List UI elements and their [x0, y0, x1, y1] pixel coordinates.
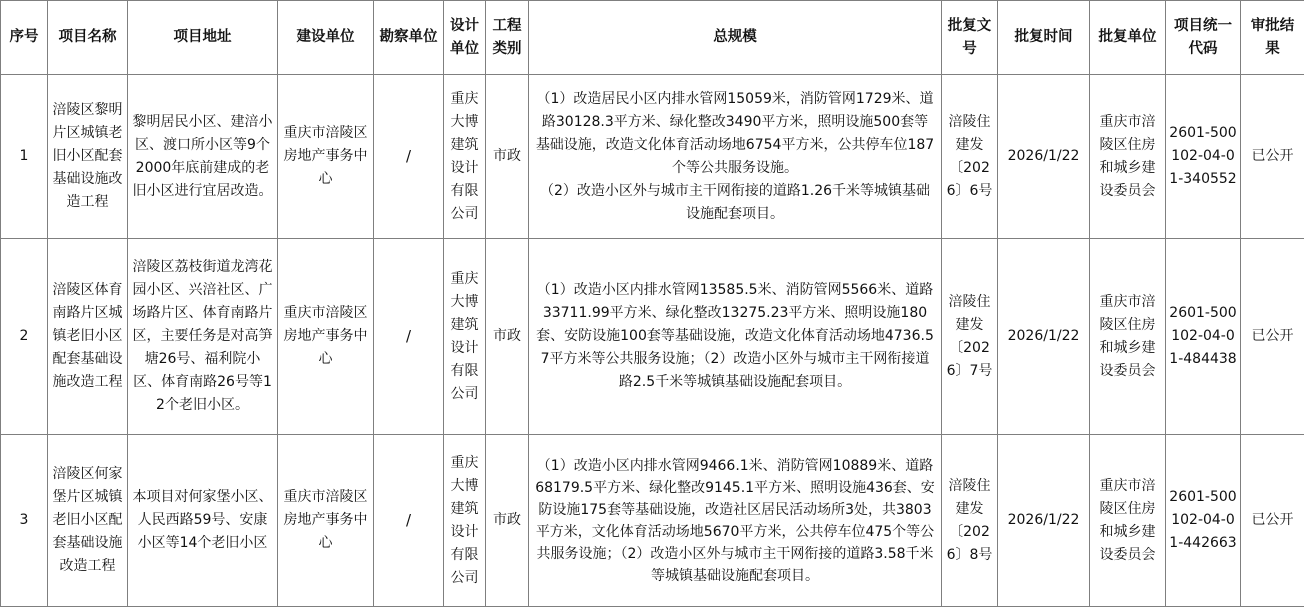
header-scale: 总规模	[529, 1, 942, 75]
cell-approval-unit: 重庆市涪陵区住房和城乡建设委员会	[1090, 435, 1166, 607]
header-project-address: 项目地址	[128, 1, 278, 75]
table-row	[1, 435, 1304, 607]
cell-project-address: 涪陵区荔枝街道龙湾花园小区、兴涪社区、广场路片区、体育南路片区，主要任务是对高笋塘26号、福利院小区、体育南路26号等12个老旧小区。	[128, 239, 278, 435]
cell-project-code: 2601-500102-04-01-442663	[1166, 435, 1241, 607]
cell-approval-doc: 涪陵住建发〔2026〕6号	[942, 75, 998, 239]
table-row	[1, 75, 1304, 239]
cell-seq: 2	[1, 239, 48, 435]
cell-approval-time: 2026/1/22	[998, 239, 1090, 435]
cell-seq: 3	[1, 435, 48, 607]
header-project-code: 项目统一代码	[1166, 1, 1241, 75]
header-approval-doc: 批复文号	[942, 1, 998, 75]
cell-approval-unit: 重庆市涪陵区住房和城乡建设委员会	[1090, 75, 1166, 239]
cell-project-code: 2601-500102-04-01-340552	[1166, 75, 1241, 239]
cell-design-unit: 重庆大博建筑设计有限公司	[444, 239, 486, 435]
header-approval-unit: 批复单位	[1090, 1, 1166, 75]
cell-category: 市政	[486, 75, 529, 239]
cell-seq: 1	[1, 75, 48, 239]
cell-result: 已公开	[1241, 75, 1304, 239]
cell-approval-doc: 涪陵住建发〔2026〕8号	[942, 435, 998, 607]
cell-builder: 重庆市涪陵区房地产事务中心	[278, 435, 374, 607]
header-row	[1, 1, 1304, 75]
cell-survey-unit: /	[374, 239, 444, 435]
cell-scale: （1）改造居民小区内排水管网15059米，消防管网1729米、道路30128.3平方米、绿化整改3490平方米，照明设施500套等基础设施，改造文化体育活动场地6754平方米，公共停车位187个等公共服务设施。 （2）改造小区外与城市主干网衔接的道路1.26千米等城镇基础设施配套项目。	[529, 75, 942, 239]
cell-project-address: 本项目对何家堡小区、人民西路59号、安康小区等14个老旧小区	[128, 435, 278, 607]
cell-category: 市政	[486, 435, 529, 607]
cell-approval-unit: 重庆市涪陵区住房和城乡建设委员会	[1090, 239, 1166, 435]
header-design-unit: 设计单位	[444, 1, 486, 75]
header-approval-time: 批复时间	[998, 1, 1090, 75]
cell-scale: （1）改造小区内排水管网9466.1米、消防管网10889米、道路68179.5平方米、绿化整改9145.1平方米、照明设施436套、安防设施175套等基础设施，改造社区居民活动场所3处，共3803平方米，文化体育活动场地5670平方米，公共停车位475个等公共服务设施；（2）改造小区外与城市主干网衔接的道路3.58千米等城镇基础设施配套项目。	[529, 435, 942, 607]
cell-result: 已公开	[1241, 435, 1304, 607]
cell-project-address: 黎明居民小区、建涪小区、渡口所小区等9个2000年底前建成的老旧小区进行宜居改造。	[128, 75, 278, 239]
header-project-name: 项目名称	[48, 1, 128, 75]
cell-builder: 重庆市涪陵区房地产事务中心	[278, 239, 374, 435]
cell-scale: （1）改造小区内排水管网13585.5米、消防管网5566米、道路33711.99平方米、绿化整改13275.23平方米、照明设施180套、安防设施100套等基础设施，改造文化体育活动场地4736.57平方米等公共服务设施；（2）改造小区外与城市主干网衔接道路2.5千米等城镇基础设施配套项目。	[529, 239, 942, 435]
cell-survey-unit: /	[374, 75, 444, 239]
cell-design-unit: 重庆大博建筑设计有限公司	[444, 75, 486, 239]
cell-approval-time: 2026/1/22	[998, 435, 1090, 607]
header-seq: 序号	[1, 1, 48, 75]
cell-builder: 重庆市涪陵区房地产事务中心	[278, 75, 374, 239]
cell-project-name: 涪陵区体育南路片区城镇老旧小区配套基础设施改造工程	[48, 239, 128, 435]
cell-category: 市政	[486, 239, 529, 435]
cell-result: 已公开	[1241, 239, 1304, 435]
cell-approval-doc: 涪陵住建发〔2026〕7号	[942, 239, 998, 435]
header-survey-unit: 勘察单位	[374, 1, 444, 75]
cell-project-name: 涪陵区何家堡片区城镇老旧小区配套基础设施改造工程	[48, 435, 128, 607]
cell-survey-unit: /	[374, 435, 444, 607]
table-row	[1, 239, 1304, 435]
header-builder: 建设单位	[278, 1, 374, 75]
header-category: 工程类别	[486, 1, 529, 75]
cell-approval-time: 2026/1/22	[998, 75, 1090, 239]
cell-design-unit: 重庆大博建筑设计有限公司	[444, 435, 486, 607]
cell-project-name: 涪陵区黎明片区城镇老旧小区配套基础设施改造工程	[48, 75, 128, 239]
cell-project-code: 2601-500102-04-01-484438	[1166, 239, 1241, 435]
header-result: 审批结果	[1241, 1, 1304, 75]
